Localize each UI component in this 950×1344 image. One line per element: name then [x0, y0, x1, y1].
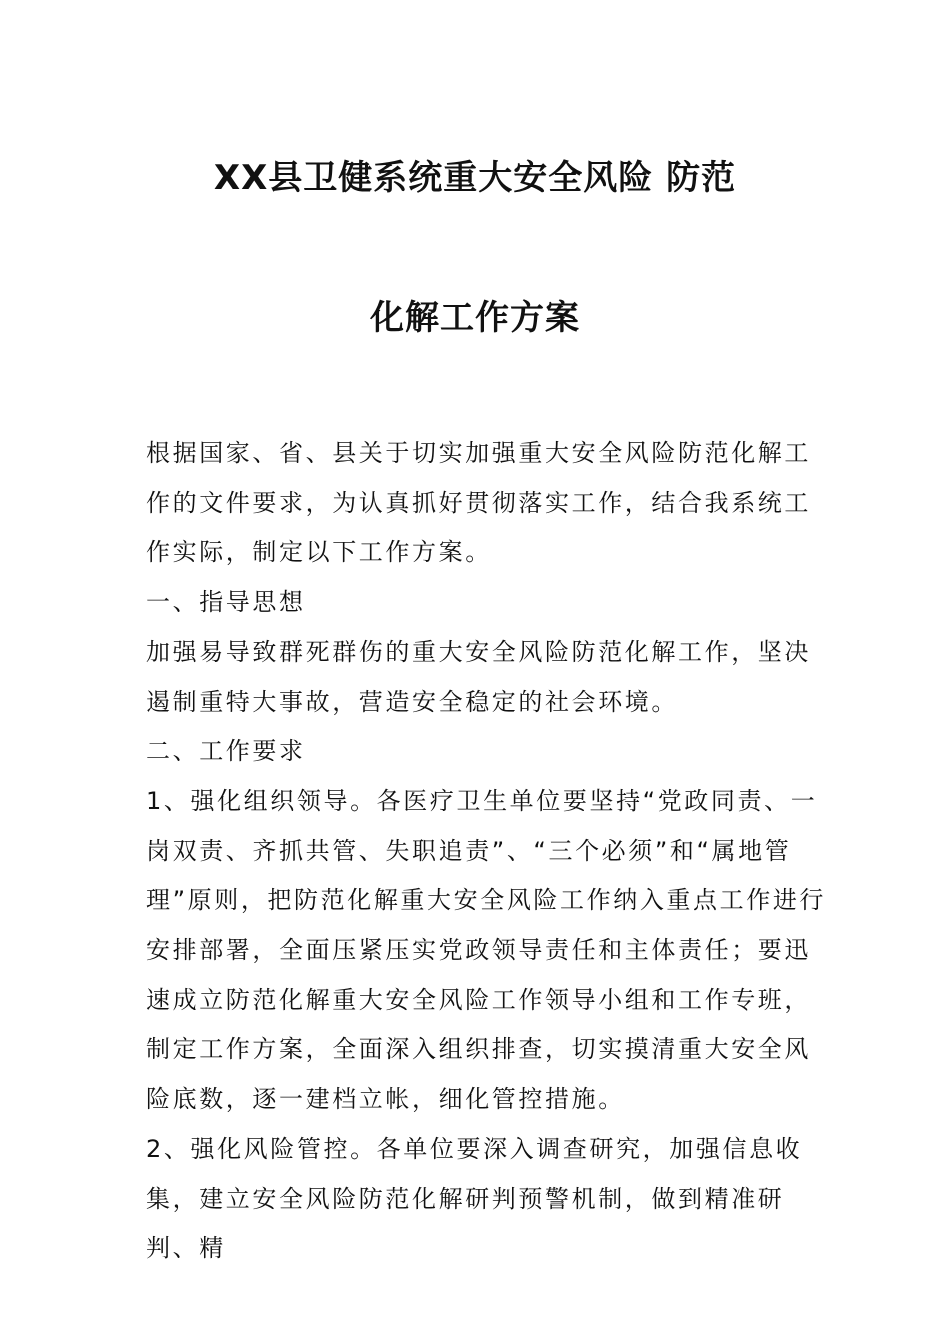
requirement-item-1: 1、强化组织领导。各医疗卫生单位要坚持“党政同责、一岗双责、齐抓共管、失职追责”、“三个必须”和“属地管理”原则，把防范化解重大安全风险工作纳入重点工作进行安排部署，全面压紧压实党政领导责任和主体责任；要迅速成立防范化解重大安全风险工作领导小组和工作专班，制定工作方案，全面深入组织排查，切实摸清重大安全风险底数，逐一建档立帐，细化管控措施。: [146, 786, 827, 1114]
document-body: [146, 429, 836, 1274]
document-title-line-2: 化解工作方案: [370, 298, 580, 338]
guiding-thought-paragraph: 加强易导致群死群伤的重大安全风险防范化解工作，坚决遏制重特大事故，营造安全稳定的社会环境。: [146, 637, 811, 716]
section-heading-work-requirements: 二、工作要求: [146, 737, 306, 766]
intro-paragraph: 根据国家、省、县关于切实加强重大安全风险防范化解工作的文件要求，为认真抓好贯彻落实工作，结合我系统工作实际，制定以下工作方案。: [146, 439, 811, 567]
document-title-line-1: XX县卫健系统重大安全风险 防范: [213, 158, 737, 198]
requirement-item-2: 2、强化风险管控。各单位要深入调查研究，加强信息收集，建立安全风险防范化解研判预警机制，做到精准研判、精: [146, 1134, 803, 1263]
section-heading-guiding-thought: 一、指导思想: [146, 588, 306, 617]
